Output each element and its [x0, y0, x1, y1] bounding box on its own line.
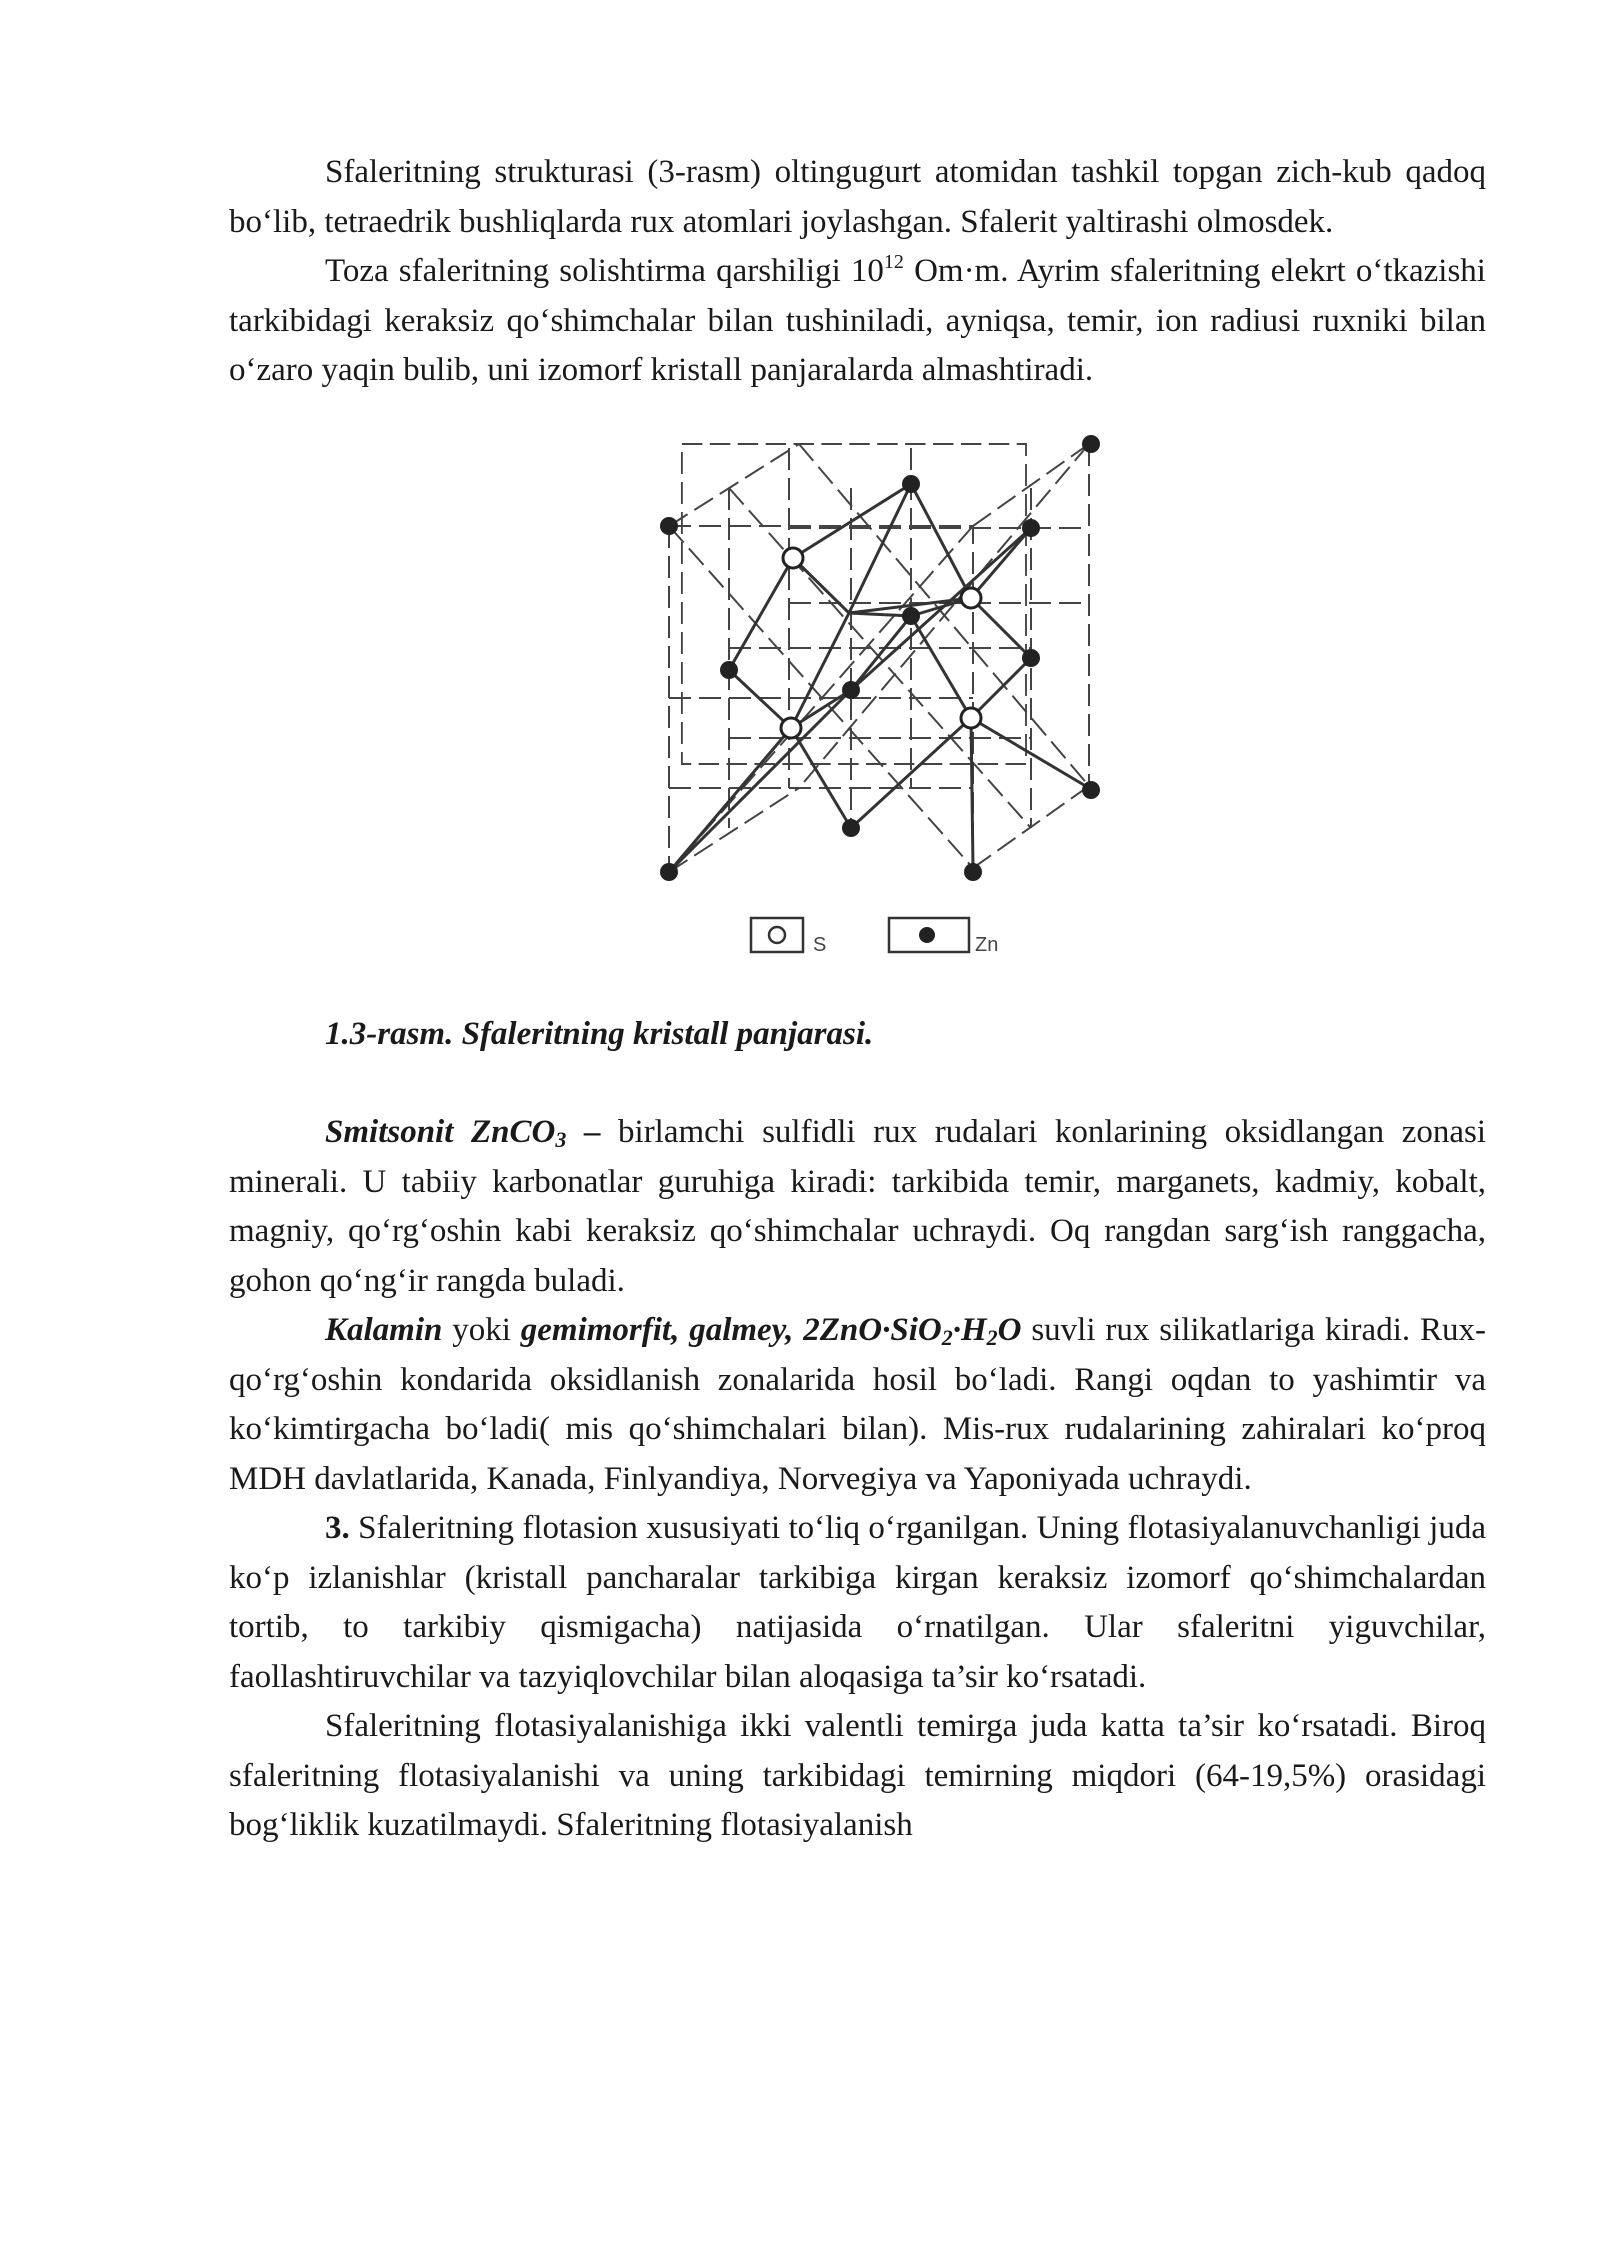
smithsonite-text: birlamchi sulfidli rux rudalari konlarining oksidlangan zonasi minerali. U tabiiy karbonatlar guruhiga kiradi: tarkibida temir, marganets, kadmiy, kobalt, magniy, qo‘rg‘oshin kabi keraksiz qo‘shimchalar uchraydi. Oq rangdan sarg‘ish ranggacha, gohon qo‘ng‘ir rangda buladi.	[229, 1114, 1487, 1299]
paragraph-structure: Sfaleritning strukturasi (3-rasm) oltingugurt atomidan tashkil topgan zich-kub qadoq bo‘lib, tetraedrik bushliqlarda rux atomlari joylashgan. Sfalerit yaltirashi olmosdek.	[229, 154, 1486, 240]
smithsonite-subscript: 3	[555, 1127, 567, 1152]
legend-zn-marker	[919, 927, 935, 943]
section-number: 3.	[325, 1510, 350, 1546]
figure-caption: 1.3-rasm. Sfaleritning kristall panjarasi.	[325, 1015, 874, 1052]
resistivity-text-start: Toza sfaleritning solishtirma qarshiligi 10	[325, 253, 884, 289]
calamine-formula	[521, 1312, 1022, 1348]
resistivity-text-end: Om·m. Ayrim sfaleritning elekrt o‘tkazishi tarkibidagi keraksiz qo‘shimchalar bilan tushiniladi, ayniqsa, temir, ion radiusi ruxniki bilan o‘zaro yaqin bulib, uni izomorf kristall panjaralarda almashtiradi.	[229, 253, 1486, 388]
formula-part-2: ·H	[952, 1312, 987, 1348]
legend-zn-label: Zn	[975, 933, 999, 956]
lattice-legend	[751, 918, 998, 956]
calamine-text: suvli rux silikatlariga kiradi. Rux-qo‘rg‘oshin kondarida oksidlanish zonalarida hosil bo‘ladi. Rangi oqdan to yashimtir va ko‘kimtirgacha bo‘ladi( mis qo‘shimchalari bilan). Mis-rux rudalarining zahiralari ko‘proq MDH davlatlarida, Kanada, Finlyandiya, Norvegiya va Yaponiyada uchraydi.	[229, 1312, 1486, 1497]
crystal-lattice-figure	[229, 428, 1486, 988]
formula-sub-2: 2	[986, 1325, 998, 1350]
paragraph-iron-effect: Sfaleritning flotasiyalanishiga ikki valentli temirga juda katta ta’sir ko‘rsatadi. Biroq sfaleritning flotasiyalanishi va uning tarkibidagi temirning miqdori (64-19,5%) orasidagi bog‘liklik kuzatilmaydi. Sfaleritning flotasiyalanish	[229, 1708, 1486, 1843]
resistivity-exponent: 12	[883, 251, 904, 273]
document-page	[229, 148, 1486, 1851]
formula-sub-1: 2	[941, 1325, 953, 1350]
flotation-text: Sfaleritning flotasion xususiyati to‘liq o‘rganilgan. Uning flotasiyalanuvchanligi juda ko‘p izlanishlar (kristall pancharalar tarkibiga kirgan keraksiz izomorf qo‘shimchalardan tortib, to tarkibiy qismigacha) natijasida o‘rnatilgan. Ular sfaleritni yiguvchilar, faollashtiruvchilar va tazyiqlovchilar bilan aloqasiga ta’sir ko‘rsatadi.	[229, 1510, 1486, 1695]
paragraph-smithsonite	[229, 1108, 1486, 1306]
legend-s-label: S	[813, 933, 827, 956]
paragraph-calamine	[229, 1306, 1486, 1504]
calamine-or: yoki	[442, 1312, 521, 1348]
paragraph-flotation	[229, 1504, 1486, 1702]
paragraph-resistivity	[229, 247, 1486, 396]
sphalerite-lattice-diagram	[621, 428, 1121, 988]
formula-part-1: gemimorfit, galmey, 2ZnO·SiO	[520, 1312, 942, 1348]
calamine-term: Kalamin	[325, 1312, 443, 1348]
smithsonite-dash: –	[566, 1114, 601, 1150]
formula-part-3: O	[997, 1312, 1022, 1348]
legend-s-marker	[769, 927, 785, 943]
smithsonite-term: Smitsonit ZnCO	[325, 1114, 556, 1150]
spacer	[229, 1059, 1486, 1108]
